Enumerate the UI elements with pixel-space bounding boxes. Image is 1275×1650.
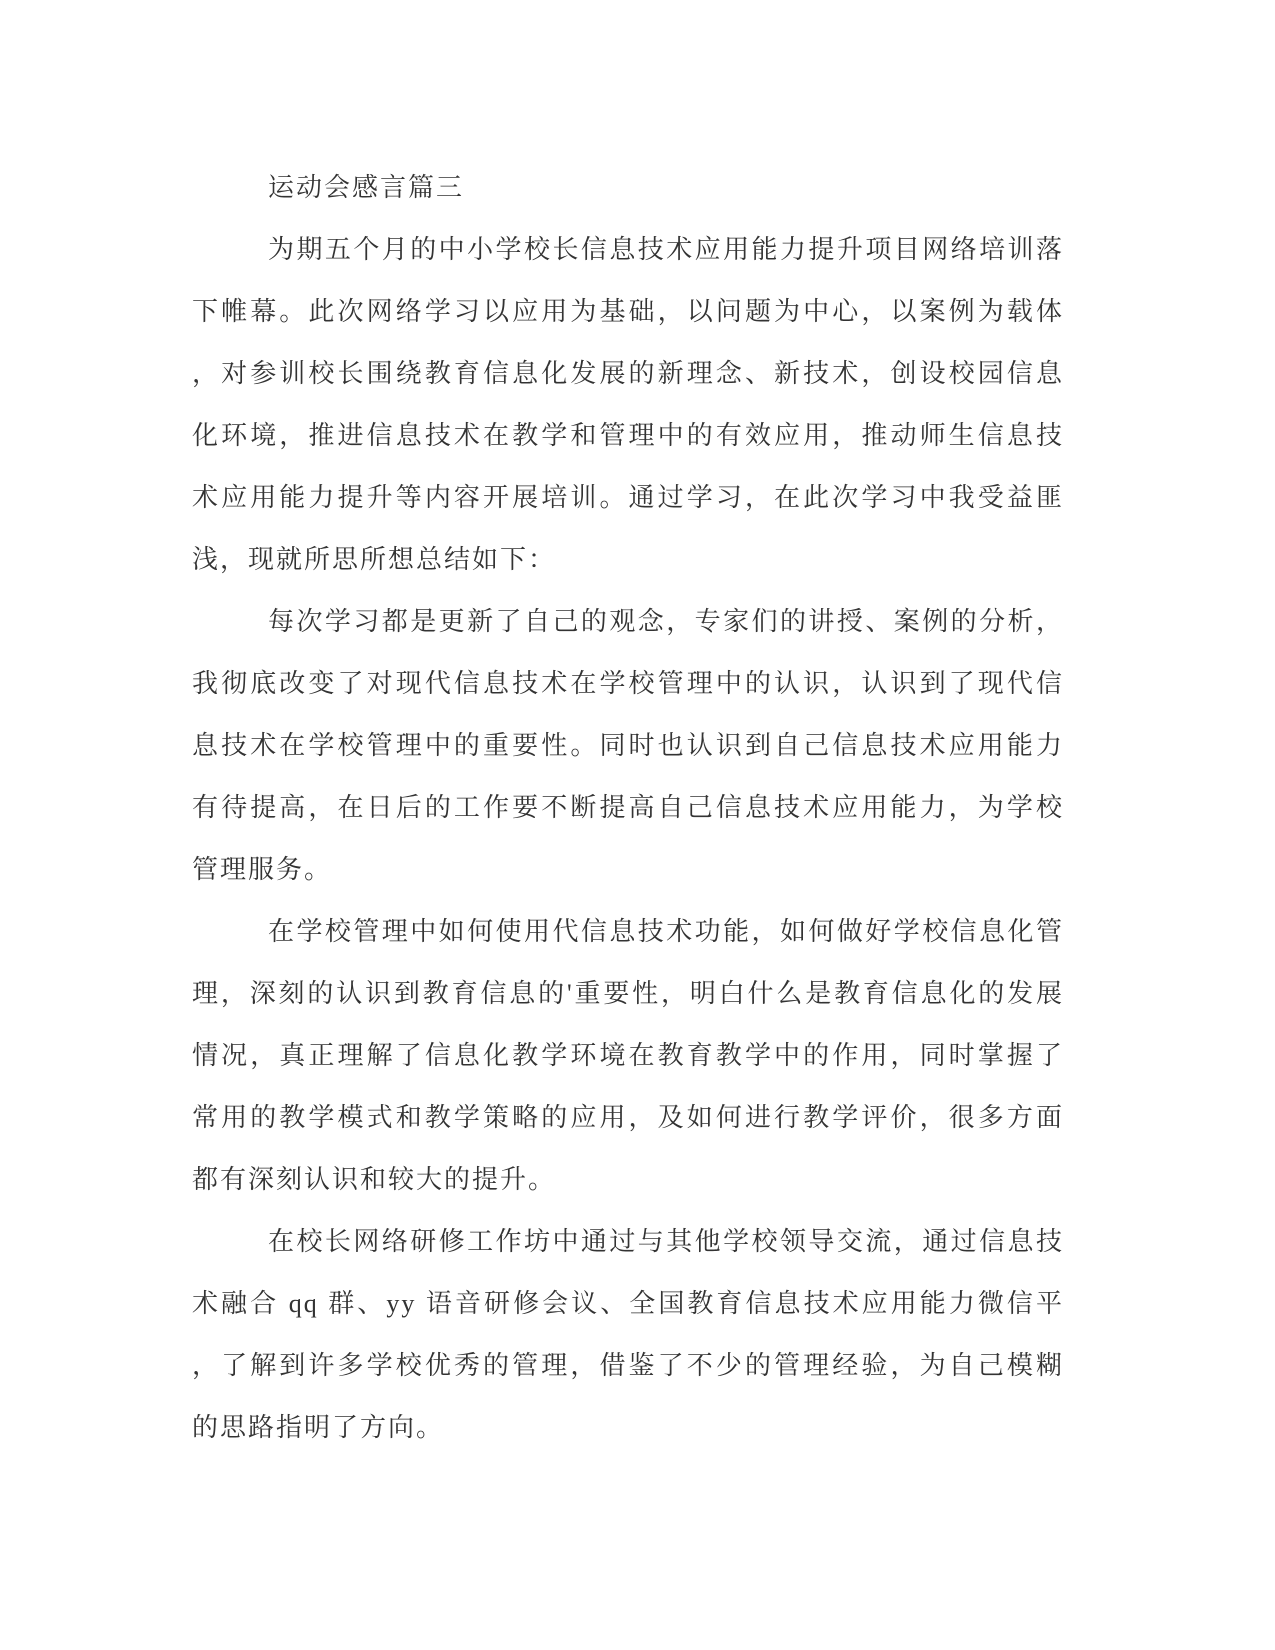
paragraph [192, 591, 1064, 901]
text-line: 浅，现就所思所想总结如下： [192, 545, 557, 574]
text-line: 都有深刻认识和较大的提升。 [192, 1165, 557, 1194]
text-line: 每次学习都是更新了自己的观念，专家们的讲授、案例的分析， [268, 607, 1064, 636]
paragraph [192, 1211, 1064, 1459]
text-line: 化环境，推进信息技术在教学和管理中的有效应用，推动师生信息技 [192, 421, 1064, 450]
text-line: 在学校管理中如何使用代信息技术功能，如何做好学校信息化管 [268, 917, 1064, 946]
text-line: 息技术在学校管理中的重要性。同时也认识到自己信息技术应用能力 [192, 731, 1064, 760]
text-line: ，了解到许多学校优秀的管理，借鉴了不少的管理经验，为自己模糊 [192, 1351, 1064, 1380]
text-line: 有待提高，在日后的工作要不断提高自己信息技术应用能力，为学校 [192, 793, 1064, 822]
text-line: 常用的教学模式和教学策略的应用，及如何进行教学评价，很多方面 [192, 1103, 1064, 1132]
text-line: 为期五个月的中小学校长信息技术应用能力提升项目网络培训落 [268, 235, 1064, 264]
text-line: 术融合 qq 群、yy 语音研修会议、全国教育信息技术应用能力微信平 [192, 1289, 1064, 1318]
text-line: ，对参训校长围绕教育信息化发展的新理念、新技术，创设校园信息 [192, 359, 1064, 388]
text-line: 情况，真正理解了信息化教学环境在教育教学中的作用，同时掌握了 [192, 1041, 1064, 1070]
text-line: 理，深刻的认识到教育信息的'重要性，明白什么是教育信息化的发展 [192, 979, 1064, 1008]
paragraph [192, 219, 1064, 591]
paragraph [192, 901, 1064, 1211]
text-line: 术应用能力提升等内容开展培训。通过学习，在此次学习中我受益匪 [192, 483, 1064, 512]
document-content [192, 157, 1064, 1459]
document-title: 运动会感言篇三 [268, 173, 465, 202]
text-line: 下帷幕。此次网络学习以应用为基础，以问题为中心，以案例为载体 [192, 297, 1064, 326]
text-line: 管理服务。 [192, 855, 333, 884]
paragraphs-container [192, 219, 1064, 1459]
text-line: 我彻底改变了对现代信息技术在学校管理中的认识，认识到了现代信 [192, 669, 1064, 698]
text-line: 在校长网络研修工作坊中通过与其他学校领导交流，通过信息技 [268, 1227, 1064, 1256]
text-line: 的思路指明了方向。 [192, 1413, 445, 1442]
